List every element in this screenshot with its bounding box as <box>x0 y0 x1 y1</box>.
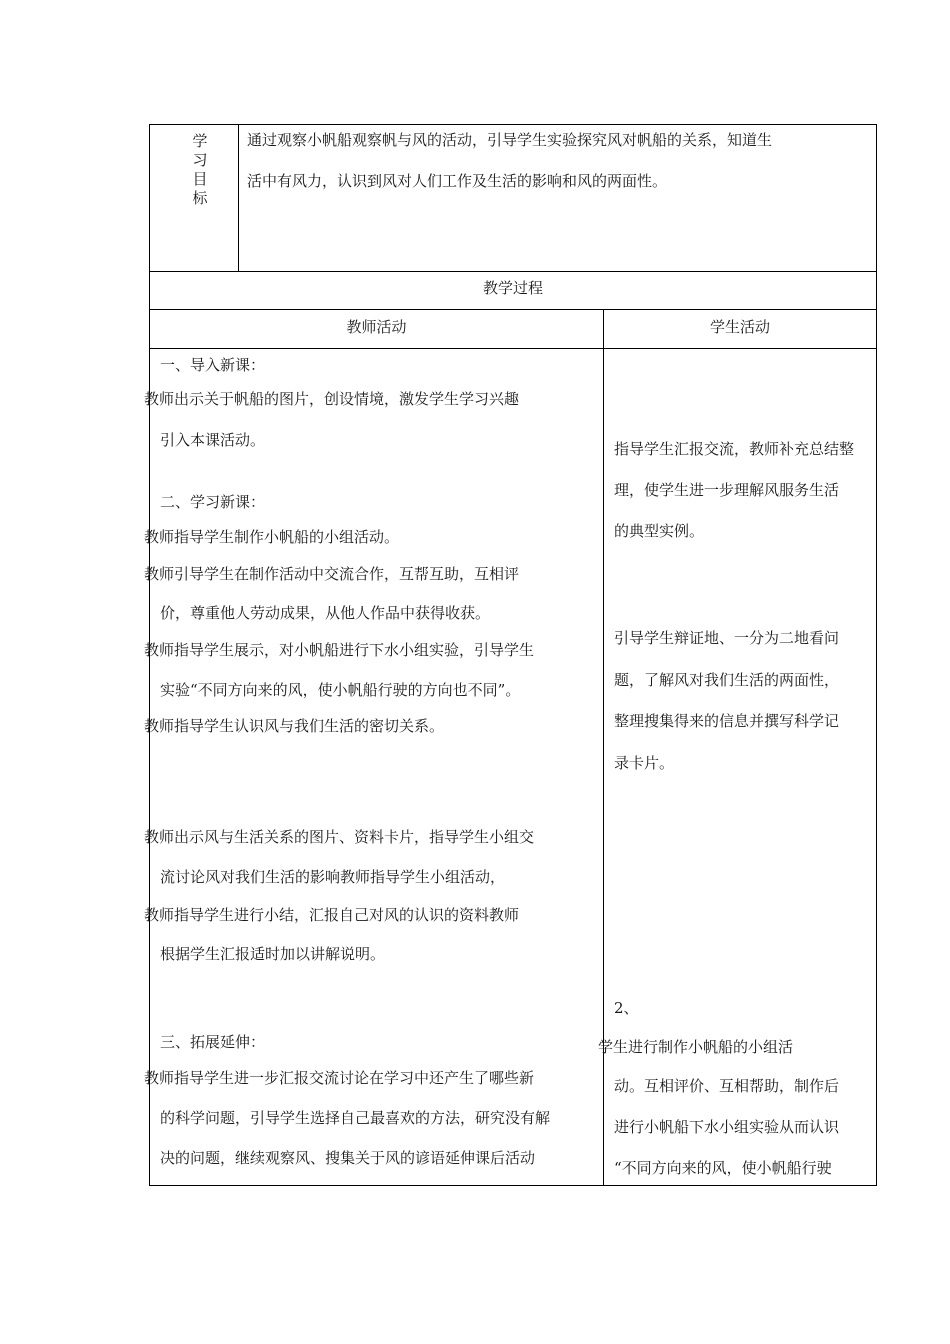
teacher-line: 价，尊重他人劳动成果，从他人作品中获得收获。 <box>160 604 491 622</box>
row-divider-3 <box>149 348 877 349</box>
objective-line: 通过观察小帆船观察帆与风的活动，引导学生实验探究风对帆船的关系，知道生 <box>247 131 773 149</box>
teacher-line: 教师出示关于帆船的图片，创设情境，激发学生学习兴趣 <box>144 390 520 408</box>
teacher-line: 引入本课活动。 <box>160 431 266 449</box>
teacher-line: 流讨论风对我们生活的影响教师指导学生小组活动， <box>160 868 506 886</box>
teacher-activity-header: 教师活动 <box>346 318 407 336</box>
student-line: 整理搜集得来的信息并撰写科学记 <box>614 712 840 730</box>
teacher-line: 教师指导学生认识风与我们生活的密切关系。 <box>144 717 445 735</box>
objective-line: 活中有风力，认识到风对人们工作及生活的影响和风的两面性。 <box>247 172 668 190</box>
student-line: 题，了解风对我们生活的两面性， <box>614 671 840 689</box>
row-divider-2 <box>149 309 877 310</box>
student-line: 2、 <box>614 999 639 1017</box>
table-border-bottom <box>149 1185 877 1186</box>
objective-label-char: 目 <box>192 170 208 188</box>
teacher-line: 根据学生汇报适时加以讲解说明。 <box>160 945 386 963</box>
teacher-line: 二、学习新课： <box>160 493 266 511</box>
objective-label-char: 学 <box>192 132 208 150</box>
teacher-line: 教师指导学生制作小帆船的小组活动。 <box>144 528 400 546</box>
row-divider-1 <box>149 271 877 272</box>
student-line: 动。互相评价、互相帮助，制作后 <box>614 1077 840 1095</box>
teacher-line: 教师指导学生进一步汇报交流讨论在学习中还产生了哪些新 <box>144 1069 535 1087</box>
objective-divider <box>238 124 239 272</box>
student-line: 进行小帆船下水小组实验从而认识 <box>614 1118 840 1136</box>
teacher-line: 教师出示风与生活关系的图片、资料卡片，指导学生小组交 <box>144 828 535 846</box>
teacher-line: 的科学问题，引导学生选择自己最喜欢的方法，研究没有解 <box>160 1109 551 1127</box>
teacher-line: 三、拓展延伸： <box>160 1033 266 1051</box>
student-line: “不同方向来的风，使小帆船行驶 <box>614 1159 832 1177</box>
teacher-line: 一、导入新课： <box>160 356 266 374</box>
table-border-top <box>149 124 877 125</box>
student-line: 理，使学生进一步理解风服务生活 <box>614 481 840 499</box>
process-header: 教学过程 <box>482 279 543 297</box>
teacher-line: 实验“不同方向来的风，使小帆船行驶的方向也不同”。 <box>160 681 521 699</box>
teacher-line: 教师指导学生展示，对小帆船进行下水小组实验，引导学生 <box>144 641 535 659</box>
student-line: 指导学生汇报交流，教师补充总结整 <box>614 440 855 458</box>
teacher-line: 教师引导学生在制作活动中交流合作，互帮互助，互相评 <box>144 565 520 583</box>
teacher-line: 教师指导学生进行小结，汇报自己对风的认识的资料教师 <box>144 906 520 924</box>
student-line: 录卡片。 <box>614 754 675 772</box>
objective-label-char: 习 <box>192 151 208 169</box>
student-line: 学生进行制作小帆船的小组活 <box>598 1038 794 1056</box>
objective-label-char: 标 <box>192 189 208 207</box>
student-line: 的典型实例。 <box>614 522 705 540</box>
student-activity-header: 学生活动 <box>709 318 770 336</box>
student-line: 引导学生辩证地、一分为二地看问 <box>614 629 840 647</box>
teacher-line: 决的问题，继续观察风、搜集关于风的谚语延伸课后活动 <box>160 1149 536 1167</box>
objective-label <box>186 132 214 208</box>
